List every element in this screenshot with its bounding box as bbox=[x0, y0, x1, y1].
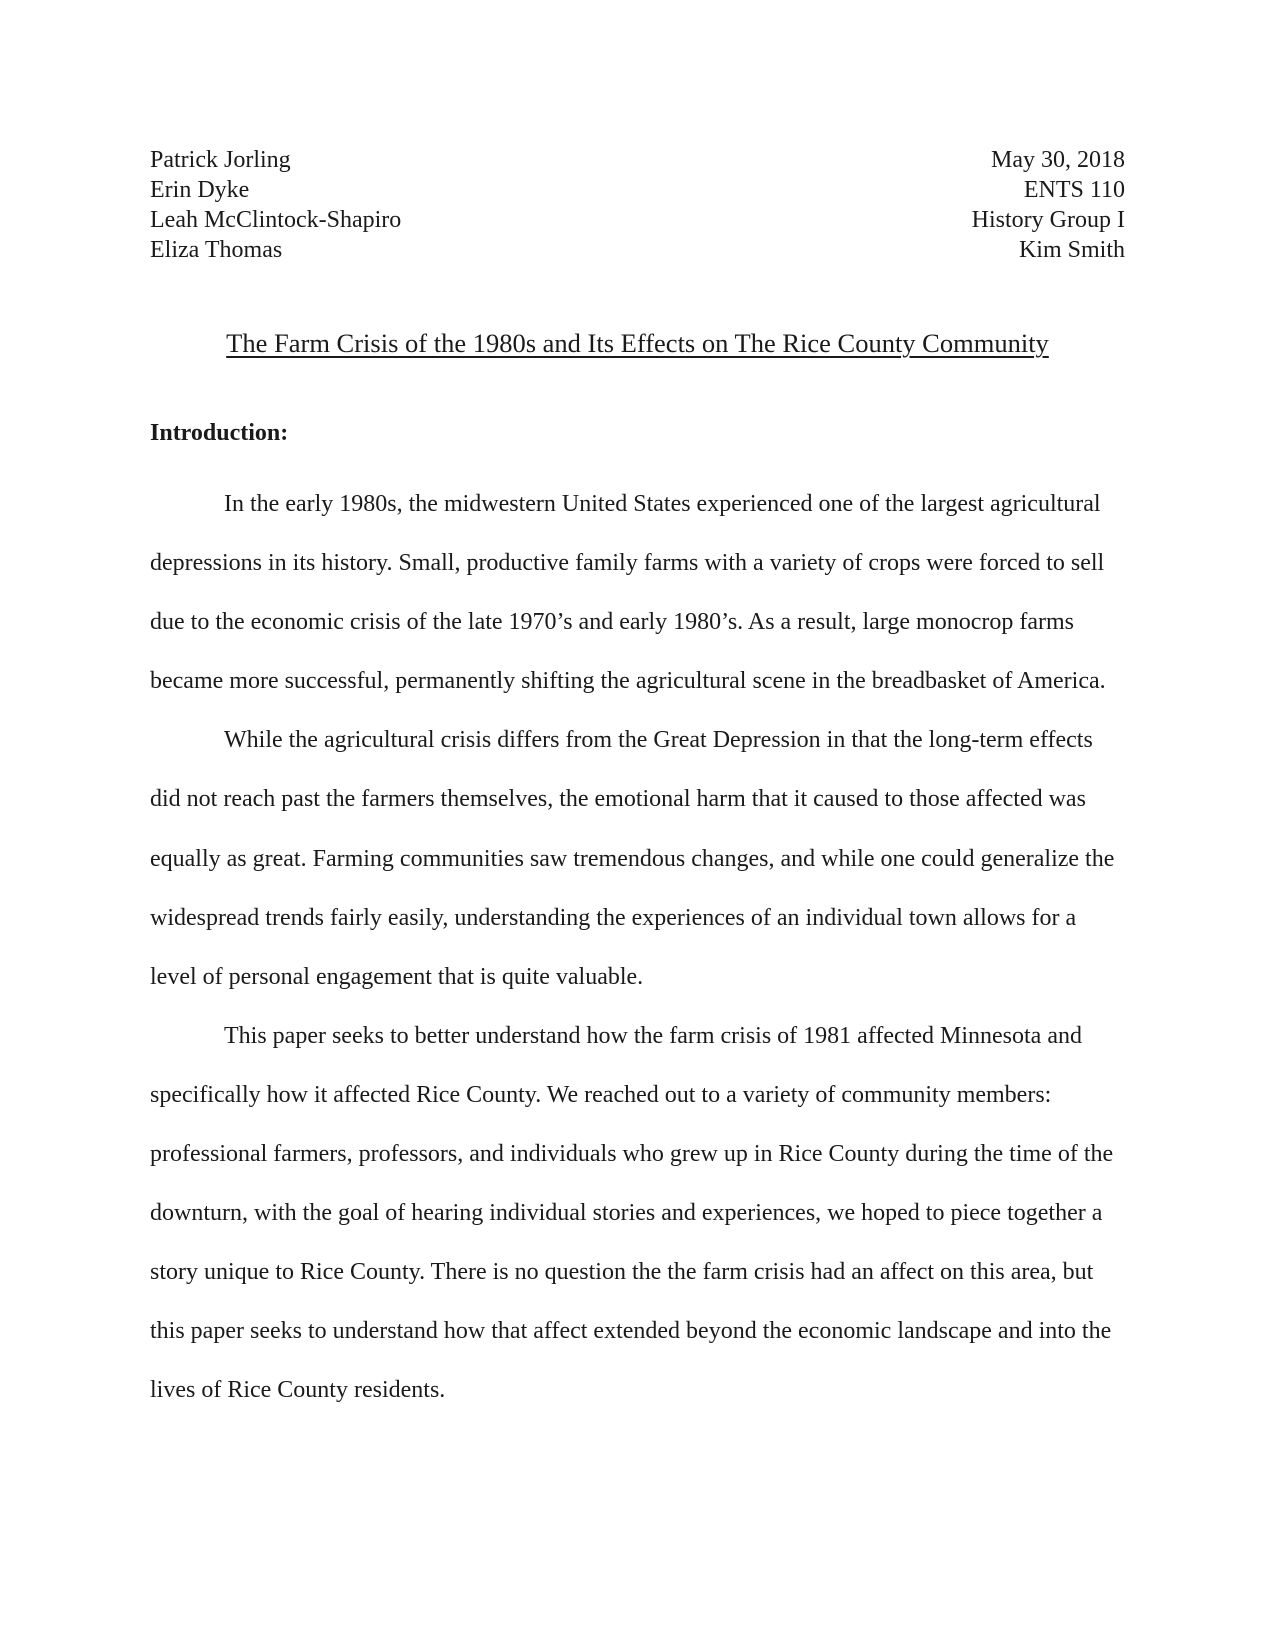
section-heading: Introduction: bbox=[150, 420, 289, 446]
document-title bbox=[150, 326, 1125, 360]
author-name: Erin Dyke bbox=[150, 177, 250, 203]
header-block bbox=[150, 145, 1125, 265]
instructor-name: Kim Smith bbox=[1018, 237, 1125, 263]
body-text bbox=[150, 475, 1125, 1421]
author-name: Leah McClintock-Shapiro bbox=[150, 207, 402, 233]
author-name: Eliza Thomas bbox=[150, 237, 283, 263]
paragraph: This paper seeks to better understand how the farm crisis of 1981 affected Minnesota and specifically how it affected Rice County. We reached out to a variety of community members: professional farmers, professors, and individuals who grew up in Rice County during the time of the downturn, with the goal of hearing individual stories and experiences, we hoped to piece together a story unique to Rice County. There is no question the the farm crisis had an affect on this area, but this paper seeks to understand how that affect extended beyond the economic landscape and into the lives of Rice County residents. bbox=[150, 1022, 1114, 1404]
document-title-text: The Farm Crisis of the 1980s and Its Effects on The Rice County Community bbox=[226, 328, 1049, 358]
paragraph: In the early 1980s, the midwestern United States experienced one of the largest agricultural depressions in its history. Small, productive family farms with a variety of crops were forced to sell due to the economic crisis of the late 1970’s and early 1980’s. As a result, large monocrop farms became more successful, permanently shifting the agricultural scene in the breadbasket of America. bbox=[150, 491, 1106, 695]
course-code: ENTS 110 bbox=[1023, 177, 1125, 203]
date: May 30, 2018 bbox=[991, 147, 1125, 173]
author-list bbox=[150, 145, 401, 265]
group-name: History Group I bbox=[971, 207, 1125, 233]
paragraph: While the agricultural crisis differs from the Great Depression in that the long-term effects did not reach past the farmers themselves, the emotional harm that it caused to those affected was equally as great. Farming communities saw tremendous changes, and while one could generalize the widespread trends fairly easily, understanding the experiences of an individual town allows for a level of personal engagement that is quite valuable. bbox=[150, 727, 1115, 990]
course-info bbox=[972, 145, 1125, 265]
author-name: Patrick Jorling bbox=[150, 147, 291, 173]
